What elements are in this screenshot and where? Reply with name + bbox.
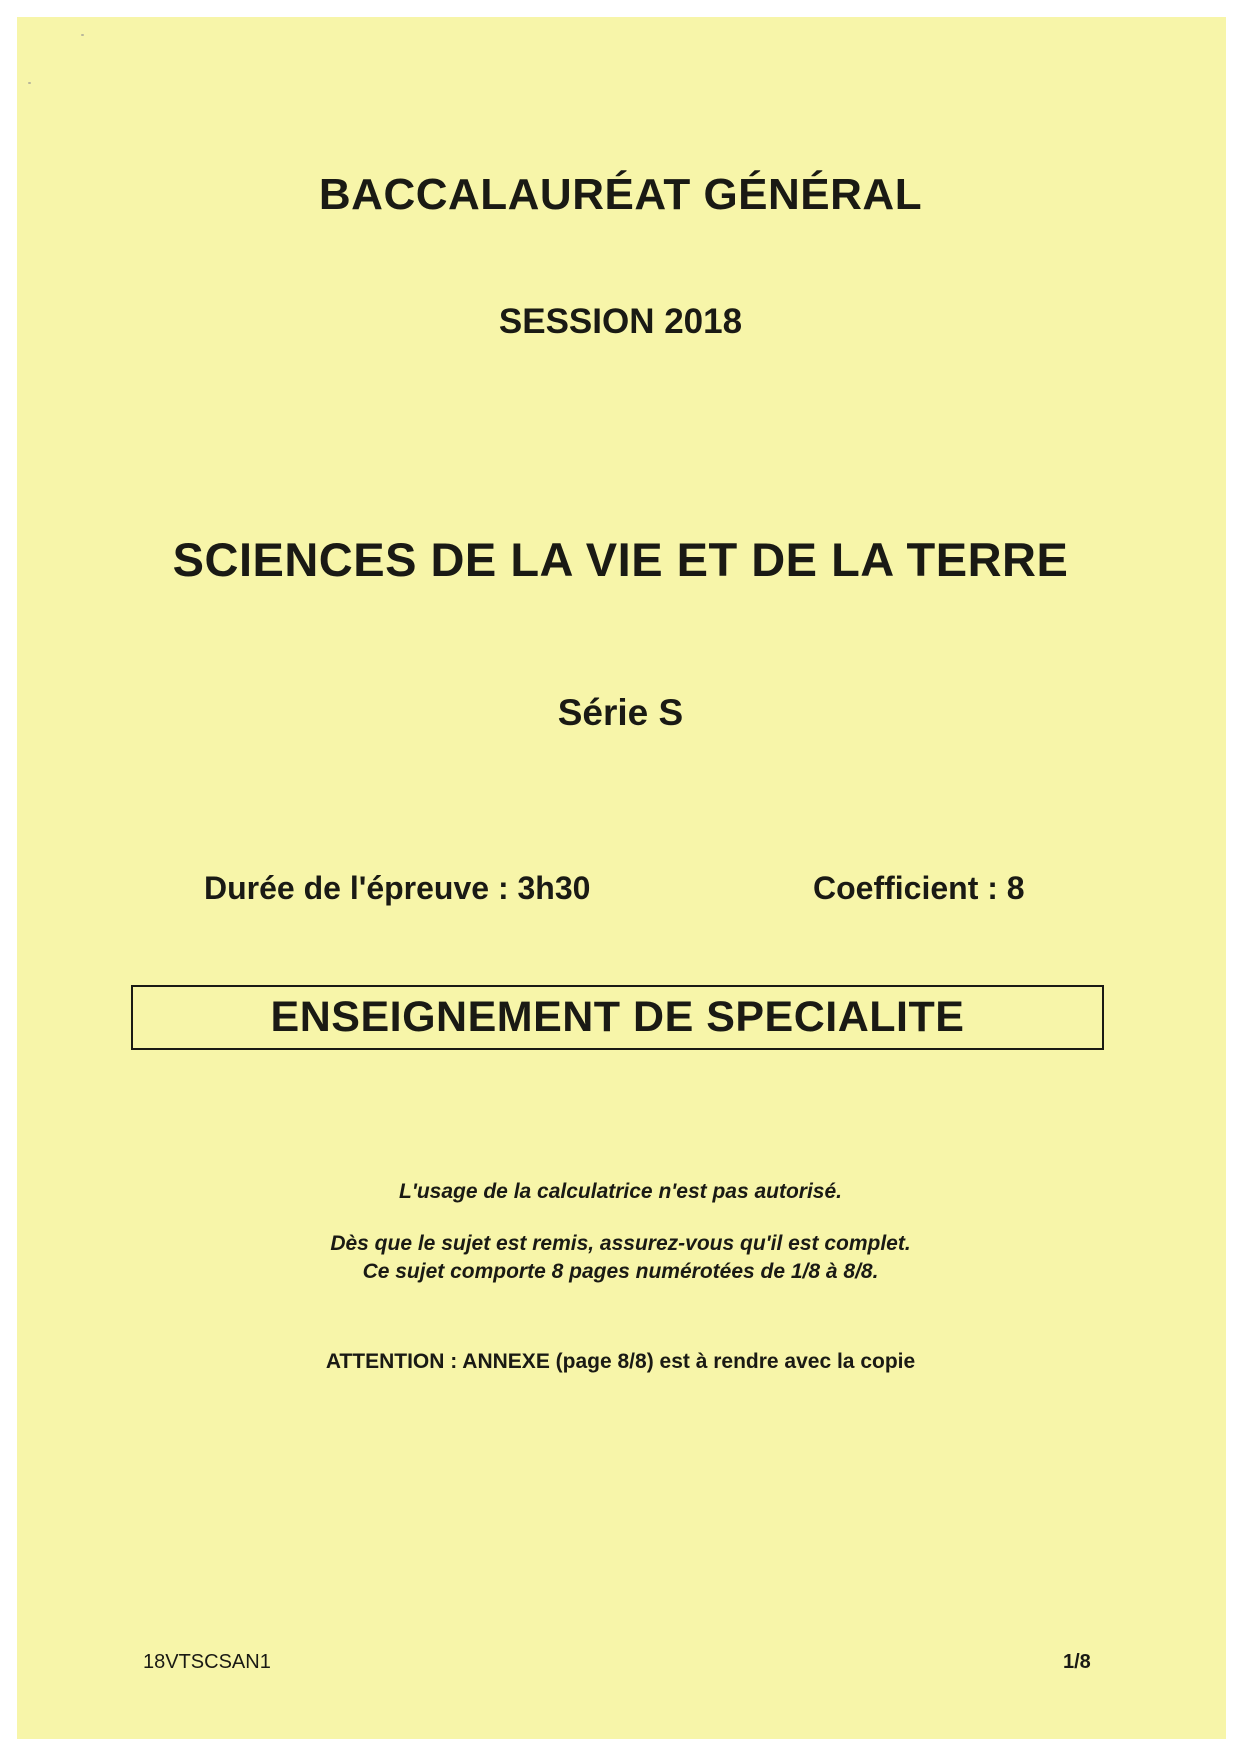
- specialty-label: ENSEIGNEMENT DE SPECIALITE: [270, 993, 965, 1041]
- duration-label: Durée de l'épreuve : 3h30: [204, 870, 591, 906]
- subject-code: 18VTSCSAN1: [143, 1651, 271, 1673]
- coefficient-label: Coefficient : 8: [813, 870, 1025, 906]
- annex-attention: ATTENTION : ANNEXE (page 8/8) est à rendre avec la copie: [325, 1350, 916, 1373]
- session-label: SESSION 2018: [498, 302, 743, 341]
- exam-sheet: [17, 17, 1226, 1739]
- completeness-notice: Dès que le sujet est remis, assurez-vous qu'il est complet.: [330, 1232, 911, 1255]
- calculator-notice: L'usage de la calculatrice n'est pas autorisé.: [399, 1180, 842, 1203]
- scan-speck: [28, 82, 31, 84]
- serie-label: Série S: [557, 692, 684, 733]
- specialty-box: [131, 985, 1104, 1050]
- scan-speck: [81, 34, 84, 36]
- page-number: 1/8: [1063, 1651, 1091, 1673]
- exam-title: BACCALAURÉAT GÉNÉRAL: [318, 170, 923, 219]
- subject-title: SCIENCES DE LA VIE ET DE LA TERRE: [172, 533, 1069, 586]
- page-count-notice: Ce sujet comporte 8 pages numérotées de 1/8 à 8/8.: [362, 1260, 879, 1283]
